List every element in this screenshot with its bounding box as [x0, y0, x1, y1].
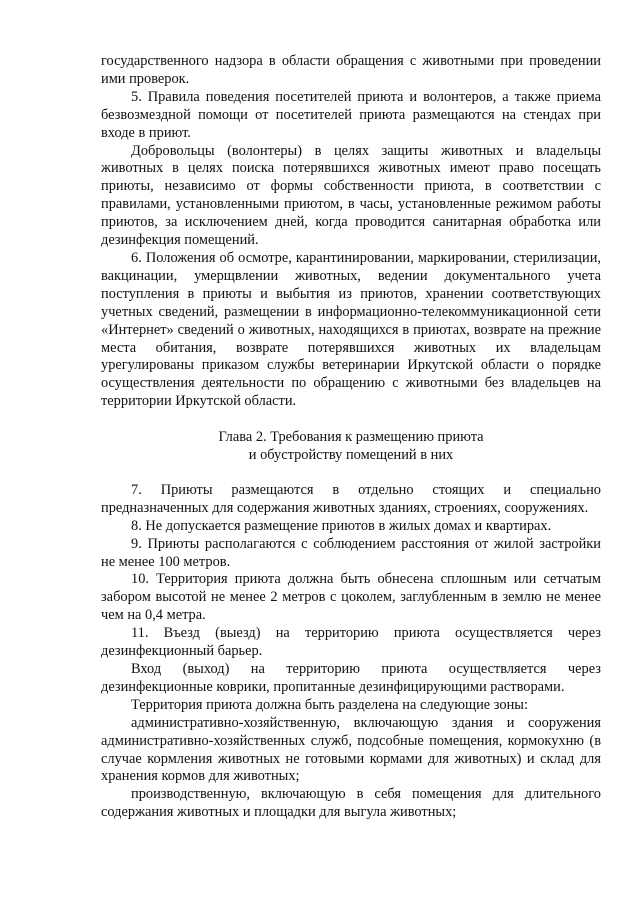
paragraph-item-8-residential: 8. Не допускается размещение приютов в жилых домах и квартирах. — [131, 517, 552, 534]
paragraph-zone-production: производственную, включающую в себя помещения для длительного содержания животных и площадки для выгула животных; — [101, 786, 601, 821]
paragraph-zones-intro: Территория приюта должна быть разделена на следующие зоны: — [131, 696, 528, 713]
paragraph-volunteers: Добровольцы (волонтеры) в целях защиты животных и владельцы животных в целях поиска потерявшихся животных имеют право посещать приюты, независимо от формы собственности приюта, в соответствии с правилами, установленными приютом, в часы, установленные режимом работы приютов, за исключением дней, когда проводится санитарная обработка или дезинфекция помещений. — [101, 142, 601, 249]
document-page — [101, 53, 601, 822]
chapter-heading-line-1: Глава 2. Требования к размещению приюта — [218, 429, 484, 446]
paragraph-item-5-rules: 5. Правила поведения посетителей приюта и волонтеров, а также приема безвозмездной помощи от посетителей приюта размещаются на стендах при входе в приют. — [101, 88, 601, 141]
chapter-heading-line-2: и обустройству помещений в них — [248, 447, 454, 464]
paragraph-supervision-continuation: государственного надзора в области обращения с животными при проведении ими проверок. — [101, 53, 601, 87]
paragraph-entry-mats: Вход (выход) на территорию приюта осуществляется через дезинфекционные коврики, пропитанные дезинфицирующими растворами. — [101, 661, 601, 695]
chapter-heading — [101, 429, 601, 465]
paragraph-item-10-fence: 10. Территория приюта должна быть обнесена сплошным или сетчатым забором высотой не менее 2 метров с цоколем, заглубленным в землю не менее чем на 0,4 метра. — [101, 571, 601, 624]
paragraph-item-6-regulations: 6. Положения об осмотре, карантинировании, маркировании, стерилизации, вакцинации, умерщвлении животных, ведении документального учета поступления в приюты и выбытия из приютов, хранении соответствующих учетных сведений, размещении в информационно-телекоммуникационной сети «Интернет» сведений о животных, находящихся в приютах, возврате на прежние места обитания, возврате потерявшихся животных их владельцам урегулированы приказом службы ветеринарии Иркутской области о порядке осуществления деятельности по обращению с животными без владельцев на территории Иркутской области. — [101, 249, 601, 410]
paragraph-item-7-buildings: 7. Приюты размещаются в отдельно стоящих и специально предназначенных для содержания животных зданиях, строениях, сооружениях. — [101, 481, 601, 516]
paragraph-zone-administrative: административно-хозяйственную, включающую здания и сооружения административно-хозяйственных служб, подсобные помещения, кормокухню (в случае кормления животных не готовыми кормами для животных) и склад для хранения кормов для животных; — [101, 714, 601, 785]
paragraph-item-11-entrance: 11. Въезд (выезд) на территорию приюта осуществляется через дезинфекционный барьер. — [101, 625, 601, 660]
paragraph-item-9-distance: 9. Приюты располагаются с соблюдением расстояния от жилой застройки не менее 100 метров. — [101, 535, 601, 570]
